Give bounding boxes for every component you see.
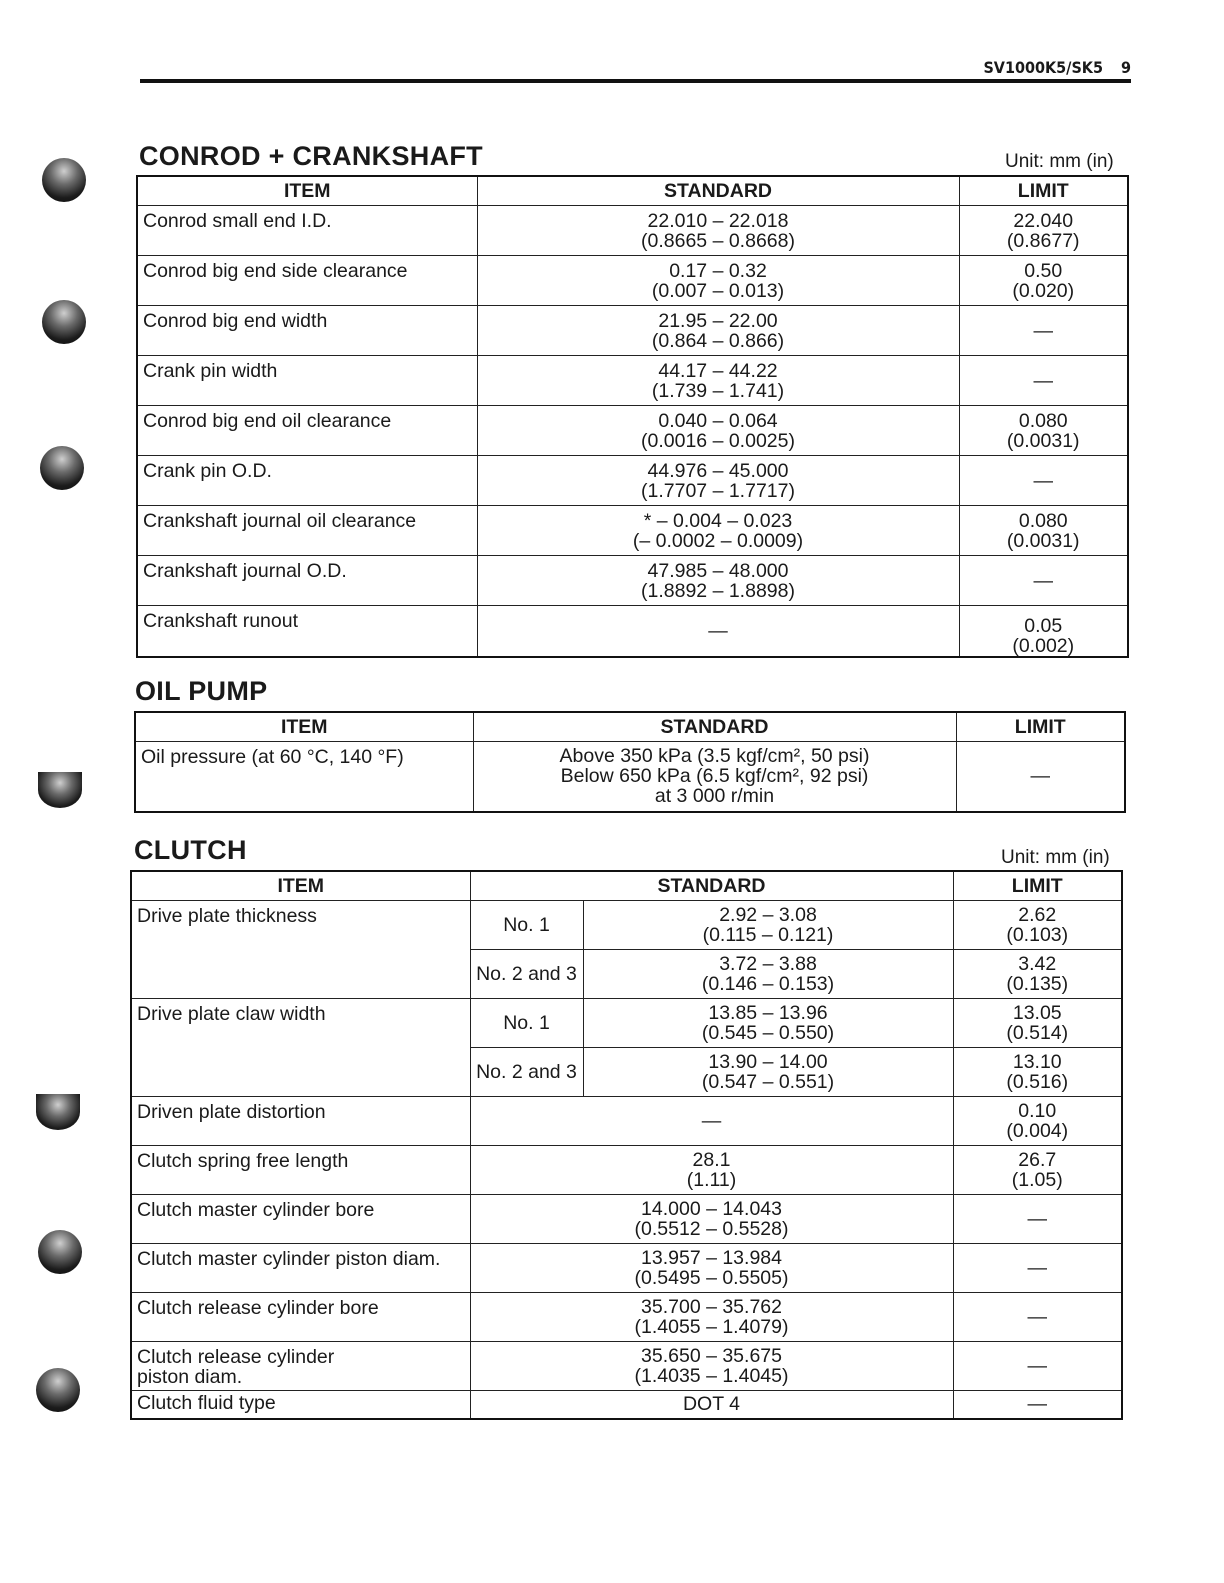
item-cell: Conrod small end I.D.: [137, 206, 477, 256]
item-cell: Crank pin width: [137, 356, 477, 406]
standard-cell: 3.72 – 3.88 (0.146 – 0.153): [583, 950, 953, 999]
item-cell: Clutch master cylinder bore: [131, 1195, 470, 1244]
conrod-unit-label: Unit: mm (in): [1005, 151, 1114, 172]
item-cell: Crankshaft runout: [137, 606, 477, 658]
limit-cell: 13.05 (0.514): [953, 999, 1122, 1048]
limit-cell: 3.42 (0.135): [953, 950, 1122, 999]
column-header-standard: STANDARD: [477, 176, 959, 206]
conrod-table: [136, 175, 1129, 658]
table-row: [131, 1342, 1122, 1391]
standard-cell: 2.92 – 3.08 (0.115 – 0.121): [583, 901, 953, 950]
binder-hole: [38, 1230, 82, 1274]
model-code: SV1000K5/SK5: [983, 58, 1103, 77]
column-header-item: ITEM: [135, 712, 473, 742]
limit-cell: 0.080 (0.0031): [959, 506, 1128, 556]
standard-cell: 44.17 – 44.22 (1.739 – 1.741): [477, 356, 959, 406]
standard-cell: DOT 4: [470, 1391, 953, 1419]
table-row: [137, 406, 1128, 456]
plate-number-cell: No. 1: [470, 901, 583, 950]
column-header-standard: STANDARD: [473, 712, 956, 742]
standard-cell: 13.957 – 13.984 (0.5495 – 0.5505): [470, 1244, 953, 1293]
limit-cell: —: [953, 1244, 1122, 1293]
limit-cell: —: [953, 1342, 1122, 1391]
clutch-unit-label: Unit: mm (in): [1001, 847, 1110, 868]
conrod-section-title: CONROD + CRANKSHAFT: [139, 141, 483, 171]
table-row: [131, 1293, 1122, 1342]
table-header-row: [137, 176, 1128, 206]
table-row: [131, 1097, 1122, 1146]
item-cell: Crank pin O.D.: [137, 456, 477, 506]
binder-hole: [40, 446, 84, 490]
standard-cell: 13.85 – 13.96 (0.545 – 0.550): [583, 999, 953, 1048]
standard-cell: 35.650 – 35.675 (1.4035 – 1.4045): [470, 1342, 953, 1391]
item-cell: Clutch fluid type: [131, 1391, 470, 1419]
standard-cell: 35.700 – 35.762 (1.4055 – 1.4079): [470, 1293, 953, 1342]
header-rule: [140, 79, 1131, 83]
standard-cell: 0.17 – 0.32 (0.007 – 0.013): [477, 256, 959, 306]
standard-cell: 44.976 – 45.000 (1.7707 – 1.7717): [477, 456, 959, 506]
table-row: [137, 256, 1128, 306]
item-cell: Crankshaft journal O.D.: [137, 556, 477, 606]
table-row: [131, 999, 1122, 1048]
limit-cell: —: [953, 1293, 1122, 1342]
table-row: [131, 901, 1122, 950]
plate-number-cell: No. 2 and 3: [470, 1048, 583, 1097]
item-cell: Crankshaft journal oil clearance: [137, 506, 477, 556]
item-cell: Clutch spring free length: [131, 1146, 470, 1195]
table-row: [137, 206, 1128, 256]
table-row: [137, 356, 1128, 406]
table-row: [131, 1195, 1122, 1244]
item-cell: Conrod big end side clearance: [137, 256, 477, 306]
table-row: [131, 1391, 1122, 1419]
column-header-standard: STANDARD: [470, 871, 953, 901]
column-header-limit: LIMIT: [959, 176, 1128, 206]
table-row: [131, 1244, 1122, 1293]
oil-pump-table: [134, 711, 1126, 813]
limit-cell: —: [953, 1195, 1122, 1244]
table-row: [137, 306, 1128, 356]
column-header-item: ITEM: [131, 871, 470, 901]
limit-cell: —: [953, 1391, 1122, 1419]
plate-number-cell: No. 2 and 3: [470, 950, 583, 999]
standard-cell: * – 0.004 – 0.023 (– 0.0002 – 0.0009): [477, 506, 959, 556]
table-row: [135, 742, 1125, 812]
limit-cell: —: [959, 306, 1128, 356]
limit-cell: 0.05 (0.002): [959, 606, 1128, 658]
page-number: 9: [1120, 58, 1131, 77]
standard-cell: 13.90 – 14.00 (0.547 – 0.551): [583, 1048, 953, 1097]
table-row: [137, 606, 1128, 658]
standard-cell: 22.010 – 22.018 (0.8665 – 0.8668): [477, 206, 959, 256]
standard-cell: 0.040 – 0.064 (0.0016 – 0.0025): [477, 406, 959, 456]
item-cell: Clutch master cylinder piston diam.: [131, 1244, 470, 1293]
item-cell: Conrod big end oil clearance: [137, 406, 477, 456]
limit-cell: 22.040 (0.8677): [959, 206, 1128, 256]
standard-cell: 47.985 – 48.000 (1.8892 – 1.8898): [477, 556, 959, 606]
table-header-row: [135, 712, 1125, 742]
page-header: [983, 58, 1131, 77]
binder-hole: [36, 1094, 80, 1130]
standard-cell: —: [477, 606, 959, 658]
table-header-row: [131, 871, 1122, 901]
limit-cell: 26.7 (1.05): [953, 1146, 1122, 1195]
limit-cell: 13.10 (0.516): [953, 1048, 1122, 1097]
oil-pump-section-title: OIL PUMP: [135, 676, 268, 706]
item-cell: Drive plate thickness: [131, 901, 470, 999]
plate-number-cell: No. 1: [470, 999, 583, 1048]
item-cell: Clutch release cylinder bore: [131, 1293, 470, 1342]
item-cell: Conrod big end width: [137, 306, 477, 356]
table-row: [137, 506, 1128, 556]
column-header-item: ITEM: [137, 176, 477, 206]
clutch-section-title: CLUTCH: [134, 835, 247, 865]
binder-hole: [38, 772, 82, 808]
limit-cell: —: [956, 742, 1125, 812]
limit-cell: 0.10 (0.004): [953, 1097, 1122, 1146]
table-row: [137, 556, 1128, 606]
standard-cell: Above 350 kPa (3.5 kgf/cm², 50 psi) Below 650 kPa (6.5 kgf/cm², 92 psi) at 3 000 r/min: [473, 742, 956, 812]
limit-cell: 0.080 (0.0031): [959, 406, 1128, 456]
column-header-limit: LIMIT: [956, 712, 1125, 742]
clutch-table: [130, 870, 1123, 1420]
binder-hole: [36, 1368, 80, 1412]
limit-cell: 0.50 (0.020): [959, 256, 1128, 306]
column-header-limit: LIMIT: [953, 871, 1122, 901]
standard-cell: 21.95 – 22.00 (0.864 – 0.866): [477, 306, 959, 356]
standard-cell: 14.000 – 14.043 (0.5512 – 0.5528): [470, 1195, 953, 1244]
limit-cell: —: [959, 456, 1128, 506]
item-cell: Driven plate distortion: [131, 1097, 470, 1146]
standard-cell: 28.1 (1.11): [470, 1146, 953, 1195]
limit-cell: —: [959, 556, 1128, 606]
standard-cell: —: [470, 1097, 953, 1146]
table-row: [137, 456, 1128, 506]
table-row: [131, 1146, 1122, 1195]
binder-hole: [42, 158, 86, 202]
binder-hole: [42, 300, 86, 344]
item-cell: Clutch release cylinder piston diam.: [131, 1342, 470, 1391]
item-cell: Oil pressure (at 60 °C, 140 °F): [135, 742, 473, 812]
limit-cell: —: [959, 356, 1128, 406]
limit-cell: 2.62 (0.103): [953, 901, 1122, 950]
item-cell: Drive plate claw width: [131, 999, 470, 1097]
